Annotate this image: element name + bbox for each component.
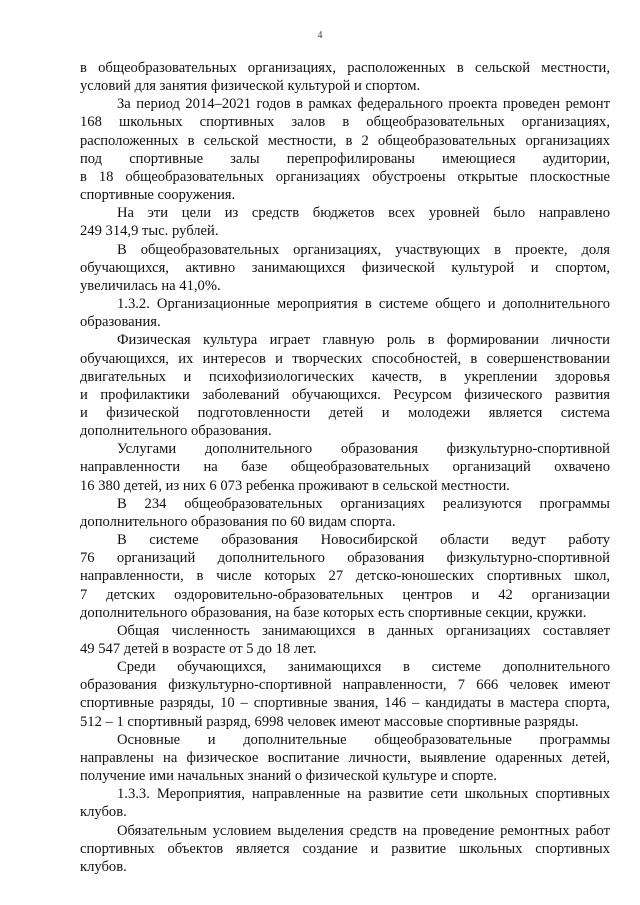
text-line: 7 детских оздоровительно-образовательных центров и 42 организации (80, 586, 610, 603)
text-line: дополнительного образования, на базе которых есть спортивные секции, кружки. (80, 604, 587, 621)
text-line: Общая численность занимающихся в данных организациях составляет (117, 622, 610, 639)
text-line: обучающихся, активно занимающихся физической культурой и спортом, (80, 259, 610, 276)
paragraph (80, 731, 610, 785)
text-line: направленности на базе общеобразовательных организаций охвачено (80, 459, 610, 476)
text-line: образования физкультурно-спортивной направленности, 7 666 человек имеют (80, 677, 610, 694)
text-line: дополнительного образования по 60 видам спорта. (80, 513, 396, 530)
text-line: расположенных в сельской местности, в 2 общеобразовательных организациях (80, 132, 610, 149)
text-line: и физической подготовленности детей и молодежи является система (80, 404, 610, 421)
text-line: Обязательным условием выделения средств на проведение ремонтных работ (117, 822, 610, 839)
text-line: получение ими начальных знаний о физической культуре и спорте. (80, 768, 497, 785)
paragraph (80, 495, 610, 531)
text-line: спортивные разряды, 10 – спортивные звания, 146 – кандидаты в мастера спорта, (80, 695, 610, 712)
text-line: Основные и дополнительные общеобразовательные программы (117, 731, 610, 748)
text-line: 168 школьных спортивных залов в общеобразовательных организациях, (80, 114, 610, 131)
paragraph (80, 822, 610, 876)
text-line: 512 – 1 спортивный разряд, 6998 человек имеют массовые спортивные разряды. (80, 713, 579, 730)
text-line: 49 547 детей в возрасте от 5 до 18 лет. (80, 641, 317, 657)
page-number: 4 (317, 30, 323, 41)
text-line: 16 380 детей, из них 6 073 ребенка проживают в сельской местности. (80, 477, 510, 494)
paragraph (80, 440, 610, 494)
text-line: обучающихся, их интересов и творческих способностей, в совершенствовании (80, 350, 610, 367)
text-line: в 18 общеобразовательных организациях обустроены открытые плоскостные (80, 168, 610, 185)
text-line: и профилактики заболеваний обучающихся. Ресурсом физического развития (80, 386, 610, 403)
paragraph (80, 658, 610, 731)
text-line: В 234 общеобразовательных организациях реализуются программы (117, 495, 610, 512)
text-line: клубов. (80, 804, 127, 821)
text-line: 1.3.2. Организационные мероприятия в системе общего и дополнительного (117, 296, 610, 313)
text-line: На эти цели из средств бюджетов всех уровней было направлено (117, 205, 610, 222)
paragraph (80, 531, 610, 622)
text-line: Физическая культура играет главную роль в формировании личности (117, 332, 610, 349)
paragraph (80, 331, 610, 440)
text-line: двигательных и психофизиологических качеств, в укреплении здоровья (80, 368, 610, 385)
document-body (80, 59, 610, 876)
text-line: увеличилась на 41,0%. (80, 277, 221, 294)
text-line: направленности, в числе которых 27 детско-юношеских спортивных школ, (80, 568, 610, 585)
text-line: В системе образования Новосибирской области ведут работу (117, 532, 610, 549)
text-line: клубов. (80, 858, 127, 875)
paragraph (80, 95, 610, 204)
paragraph (80, 241, 610, 295)
text-line: направлены на физическое воспитание личности, выявление одаренных детей, (80, 749, 610, 766)
text-line: Среди обучающихся, занимающихся в системе дополнительного (117, 659, 610, 676)
paragraph (80, 785, 610, 821)
text-line: в общеобразовательных организациях, расположенных в сельской местности, (80, 60, 610, 76)
text-line: Услугами дополнительного образования физкультурно-спортивной (117, 441, 610, 458)
text-line: 76 организаций дополнительного образования физкультурно-спортивной (80, 550, 610, 567)
paragraph (80, 295, 610, 331)
text-line: 249 314,9 тыс. рублей. (80, 223, 219, 240)
text-line: В общеобразовательных организациях, участвующих в проекте, доля (117, 241, 610, 258)
text-line: дополнительного образования. (80, 423, 272, 440)
text-line: спортивных объектов является создание и развитие школьных спортивных (80, 840, 610, 857)
text-line: условий для занятия физической культурой и спортом. (80, 78, 421, 95)
paragraph (80, 59, 610, 95)
paragraph (80, 204, 610, 240)
paragraph (80, 622, 610, 658)
text-line: 1.3.3. Мероприятия, направленные на развитие сети школьных спортивных (117, 786, 610, 803)
text-line: спортивные сооружения. (80, 187, 236, 204)
text-line: За период 2014–2021 годов в рамках федерального проекта проведен ремонт (117, 96, 610, 113)
text-line: под спортивные залы перепрофилированы имеющиеся аудитории, (80, 150, 610, 167)
text-line: образования. (80, 314, 161, 331)
